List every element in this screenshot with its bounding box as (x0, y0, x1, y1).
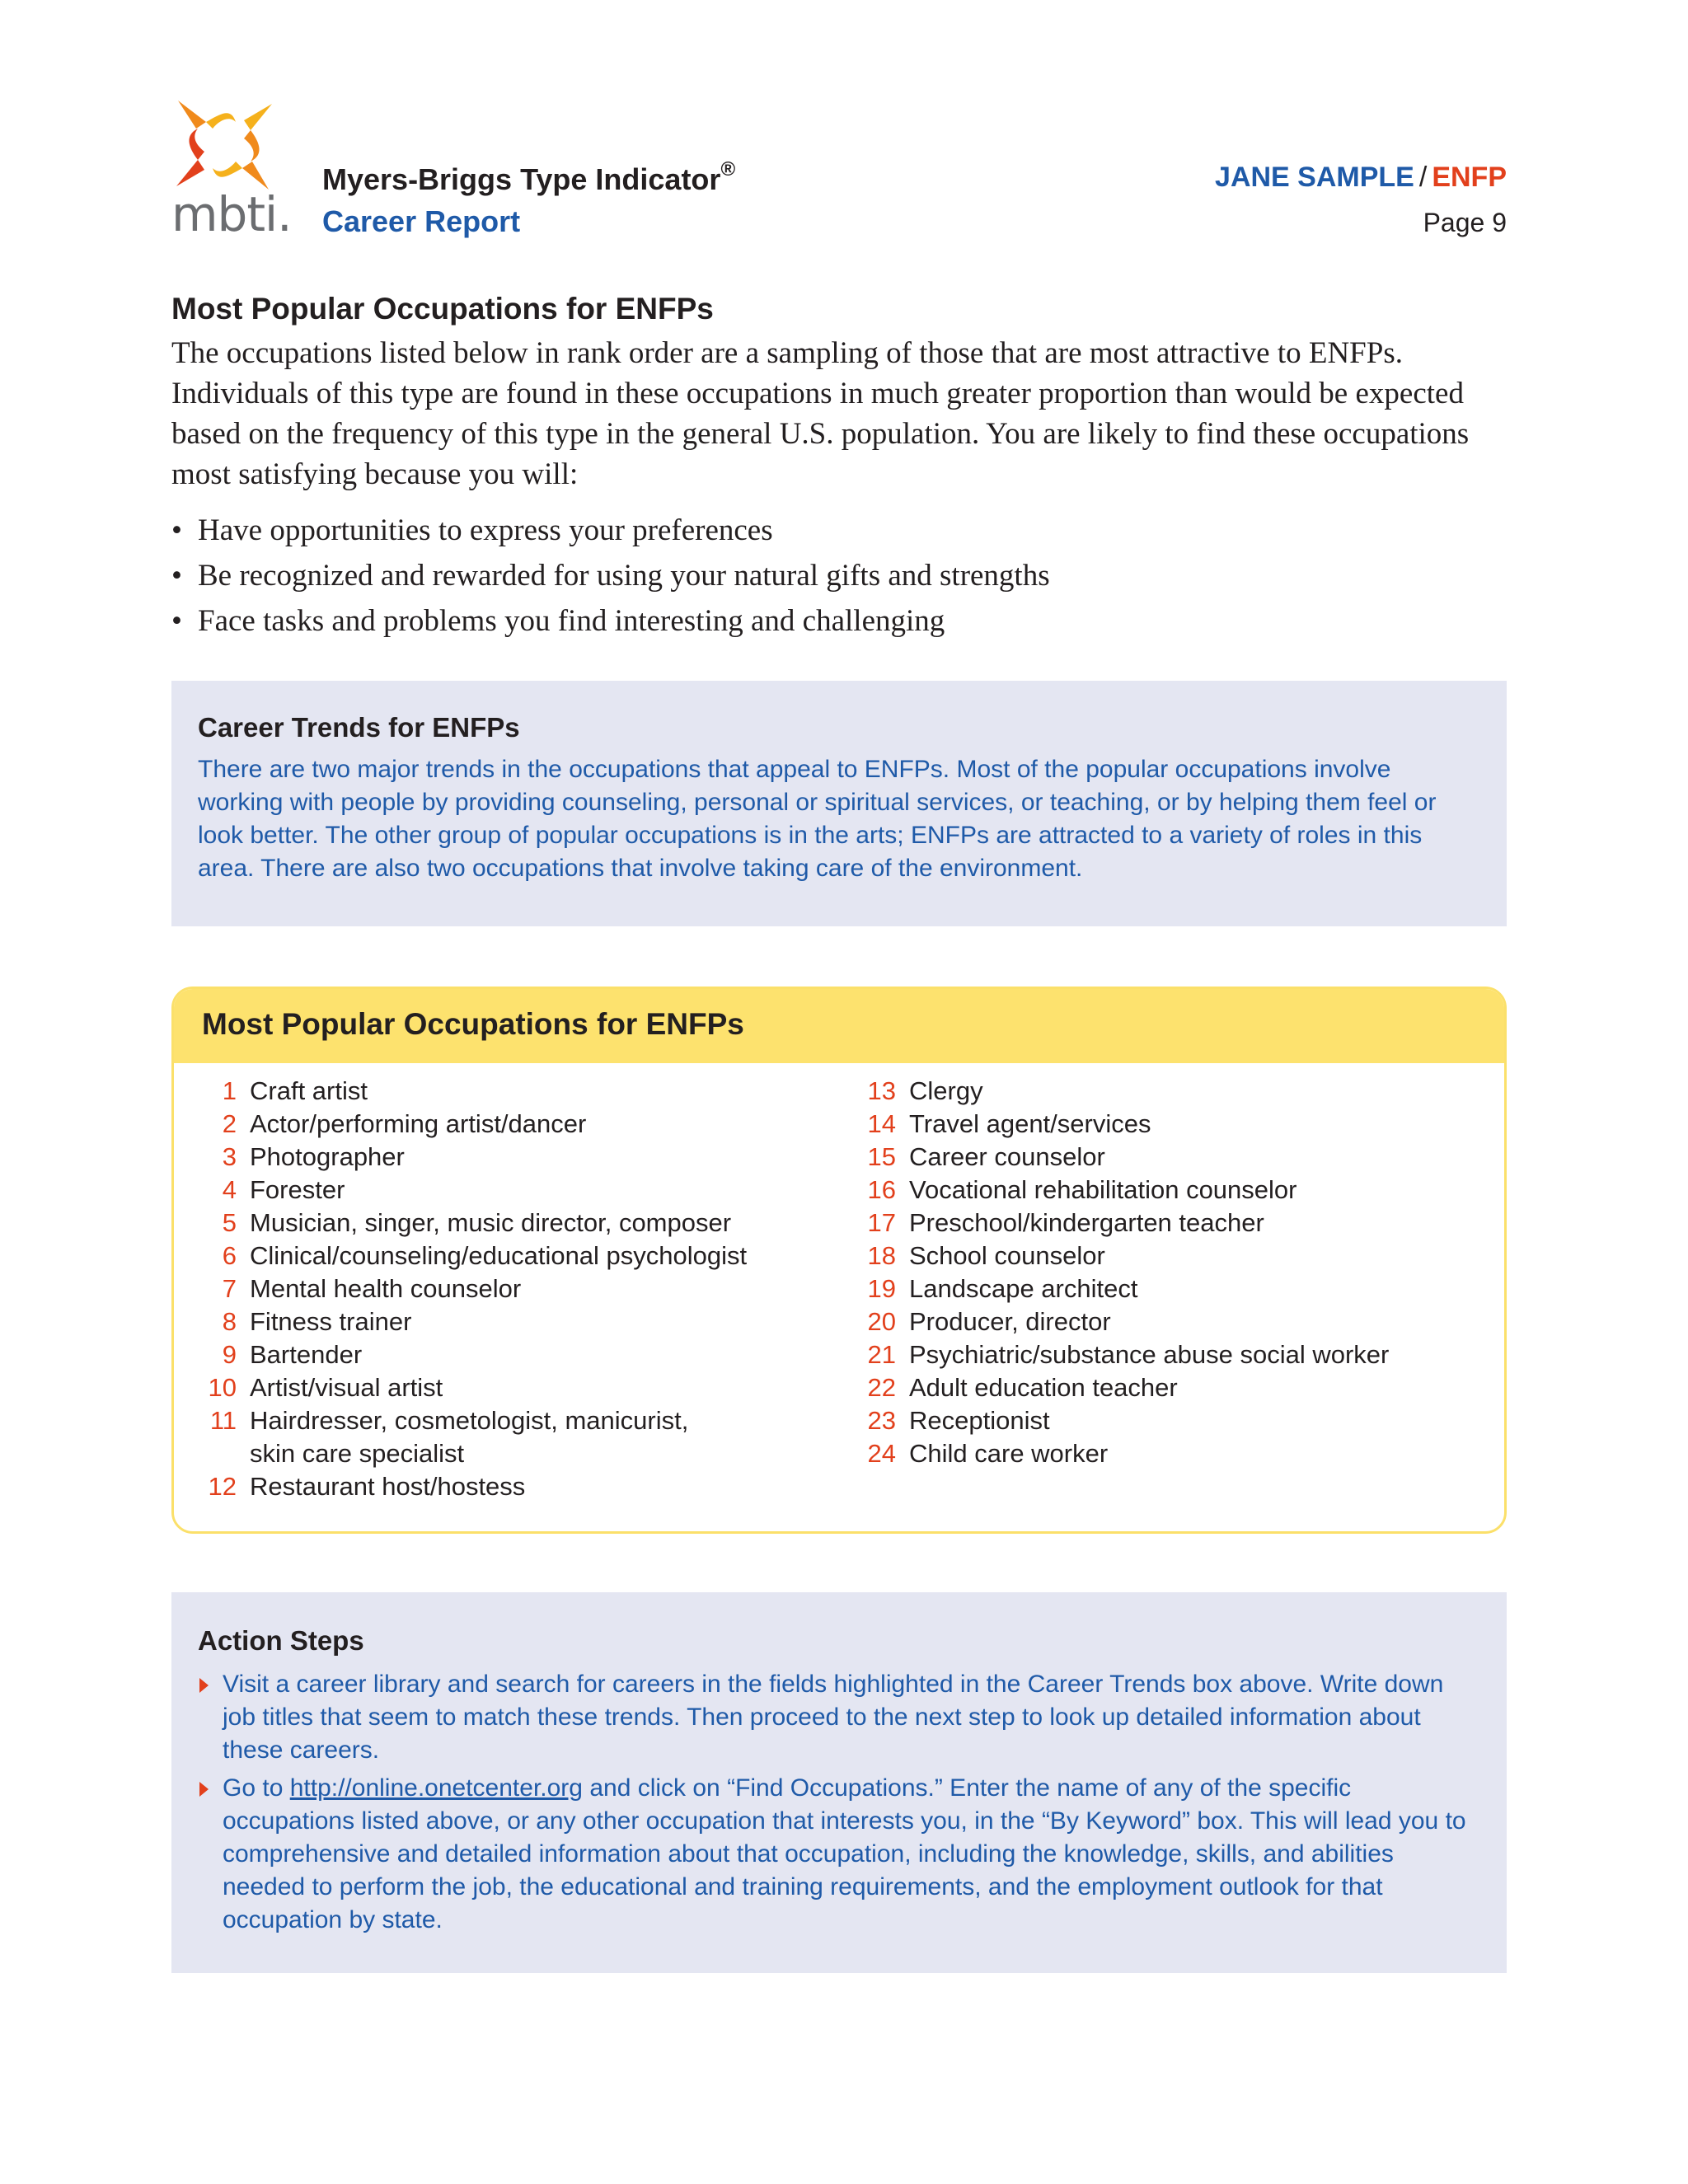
rank-number: 7 (222, 1274, 237, 1303)
arrow-right-icon (199, 1678, 209, 1693)
occupations-list-right (863, 1075, 1489, 1470)
occupation-name: Adult education teacher (909, 1373, 1178, 1402)
rank-number: 15 (867, 1142, 896, 1171)
occupation-name: Photographer (250, 1142, 405, 1171)
occupation-name: Psychiatric/substance abuse social worker (909, 1340, 1390, 1369)
action-step-text-pre: Go to (223, 1774, 290, 1802)
rank-number: 16 (867, 1175, 896, 1204)
mbti-logo-icon (171, 97, 279, 194)
rank-number: 23 (867, 1406, 896, 1435)
list-item: • Be recognized and rewarded for using your natural gifts and strengths (171, 553, 1523, 598)
rank-number: 1 (222, 1076, 237, 1105)
list-item (204, 1174, 830, 1207)
list-item (863, 1305, 1489, 1338)
occupation-name: Bartender (250, 1340, 363, 1369)
list-item (204, 1240, 830, 1272)
mbti-logo (171, 97, 292, 242)
occupation-name: Receptionist (909, 1406, 1050, 1435)
arrow-right-icon (199, 1782, 209, 1797)
section-title: Most Popular Occupations for ENFPs (171, 292, 714, 326)
occupation-name: Vocational rehabilitation counselor (909, 1175, 1297, 1204)
list-item (863, 1174, 1489, 1207)
list-item (204, 1404, 830, 1470)
occupation-name: Clergy (909, 1076, 983, 1105)
occupation-name: School counselor (909, 1241, 1105, 1270)
client-name: JANE SAMPLE (1215, 162, 1414, 193)
list-item (204, 1075, 830, 1108)
rank-number: 3 (222, 1142, 237, 1171)
benefits-list (171, 508, 1523, 644)
rank-number: 6 (222, 1241, 237, 1270)
list-item (204, 1108, 830, 1141)
list-item (863, 1240, 1489, 1272)
list-item (863, 1371, 1489, 1404)
occupation-name: Child care worker (909, 1439, 1109, 1468)
registered-mark: ® (720, 158, 736, 180)
action-step-text-post: and click on “Find Occupations.” Enter the name of any of the specific occupations listed above, or any other occupation that interests you, in the “By Keyword” box. This will lead you to comprehensive and detailed information about that occupation, including the knowledge, skills, and abilities needed to perform the job, the educational and training requirements, and the employment outlook for that occupation by state. (223, 1774, 1466, 1933)
rank-number: 21 (867, 1340, 896, 1369)
occupation-name: Restaurant host/hostess (250, 1472, 526, 1501)
occupation-name: Clinical/counseling/educational psychologist (250, 1241, 748, 1270)
personality-type: ENFP (1432, 162, 1507, 193)
occupation-name: Landscape architect (909, 1274, 1138, 1303)
rank-number: 10 (208, 1373, 237, 1402)
career-trends-body: There are two major trends in the occupations that appeal to ENFPs. Most of the popular occupations involve working with people by providing counseling, personal or spiritual services, or teaching, or by helping them feel or look better. The other group of popular occupations is in the arts; ENFPs are attracted to a variety of roles in this area. There are also two occupations that involve taking care of the environment. (198, 756, 1437, 882)
client-name-type (1215, 162, 1507, 194)
list-item (863, 1272, 1489, 1305)
page-number: Page 9 (1423, 208, 1507, 237)
report-subtitle: Career Report (322, 204, 521, 238)
career-trends-title: Career Trends for ENFPs (198, 712, 520, 743)
rank-number: 19 (867, 1274, 896, 1303)
occupation-name: Mental health counselor (250, 1274, 522, 1303)
list-item: • Face tasks and problems you find interesting and challenging (171, 598, 1523, 644)
list-item (863, 1404, 1489, 1437)
rank-number: 17 (867, 1208, 896, 1237)
occupation-name: Travel agent/services (909, 1109, 1151, 1138)
list-item (204, 1305, 830, 1338)
occupation-name: Career counselor (909, 1142, 1105, 1171)
action-step-text: Visit a career library and search for careers in the fields highlighted in the Career Trends box above. Write down job titles that seem to match these trends. Then proceed to the next step to look up detailed information about these careers. (223, 1671, 1444, 1764)
rank-number: 14 (867, 1109, 896, 1138)
list-item (204, 1338, 830, 1371)
rank-number: 12 (208, 1472, 237, 1501)
rank-number: 8 (222, 1307, 237, 1336)
occupations-list-left (204, 1075, 830, 1503)
report-title-text: Myers-Briggs Type Indicator (322, 162, 721, 196)
rank-number: 13 (867, 1076, 896, 1105)
action-steps-title: Action Steps (198, 1625, 364, 1656)
rank-number: 22 (867, 1373, 896, 1402)
list-item (863, 1338, 1489, 1371)
list-item (204, 1141, 830, 1174)
rank-number: 5 (222, 1208, 237, 1237)
occupation-name: Fitness trainer (250, 1307, 412, 1336)
occupation-name: Artist/visual artist (250, 1373, 443, 1402)
list-item: • Have opportunities to express your preferences (171, 508, 1523, 553)
logo-wordmark: mbti. (171, 186, 292, 242)
list-item (204, 1371, 830, 1404)
career-trends-panel (171, 681, 1507, 926)
occupation-name: Forester (250, 1175, 345, 1204)
name-separator: / (1418, 162, 1428, 193)
list-item (204, 1207, 830, 1240)
action-steps-panel (171, 1592, 1507, 1973)
report-title (322, 158, 736, 197)
occupations-panel (171, 987, 1507, 1534)
rank-number: 2 (222, 1109, 237, 1138)
onetcenter-link[interactable]: http://online.onetcenter.org (289, 1774, 583, 1802)
rank-number: 11 (209, 1406, 237, 1435)
rank-number: 4 (222, 1175, 237, 1204)
rank-number: 9 (222, 1340, 237, 1369)
occupation-name: Producer, director (909, 1307, 1111, 1336)
list-item (863, 1141, 1489, 1174)
occupation-name: Craft artist (250, 1076, 368, 1105)
action-step-1 (198, 1668, 1480, 1767)
occupations-title: Most Popular Occupations for ENFPs (174, 989, 1504, 1063)
rank-number: 18 (867, 1241, 896, 1270)
occupation-name: Preschool/kindergarten teacher (909, 1208, 1264, 1237)
rank-number: 24 (867, 1439, 896, 1468)
list-item (863, 1075, 1489, 1108)
intro-paragraph: The occupations listed below in rank order are a sampling of those that are most attractive to ENFPs. Individuals of this type are found in these occupations in much greater proportion than would be expected based on the frequency of this type in the general U.S. population. You are likely to find these occupations most satisfying because you will: (171, 336, 1470, 491)
list-item (204, 1470, 830, 1503)
occupation-name-continued: skin care specialist (250, 1439, 465, 1468)
rank-number: 20 (867, 1307, 896, 1336)
list-item (863, 1207, 1489, 1240)
list-item (863, 1108, 1489, 1141)
occupation-name: Musician, singer, music director, composer (250, 1208, 732, 1237)
action-step-2 (198, 1772, 1480, 1937)
occupation-name: Actor/performing artist/dancer (250, 1109, 587, 1138)
list-item (204, 1272, 830, 1305)
list-item (863, 1437, 1489, 1470)
occupation-name: Hairdresser, cosmetologist, manicurist, (250, 1406, 689, 1435)
